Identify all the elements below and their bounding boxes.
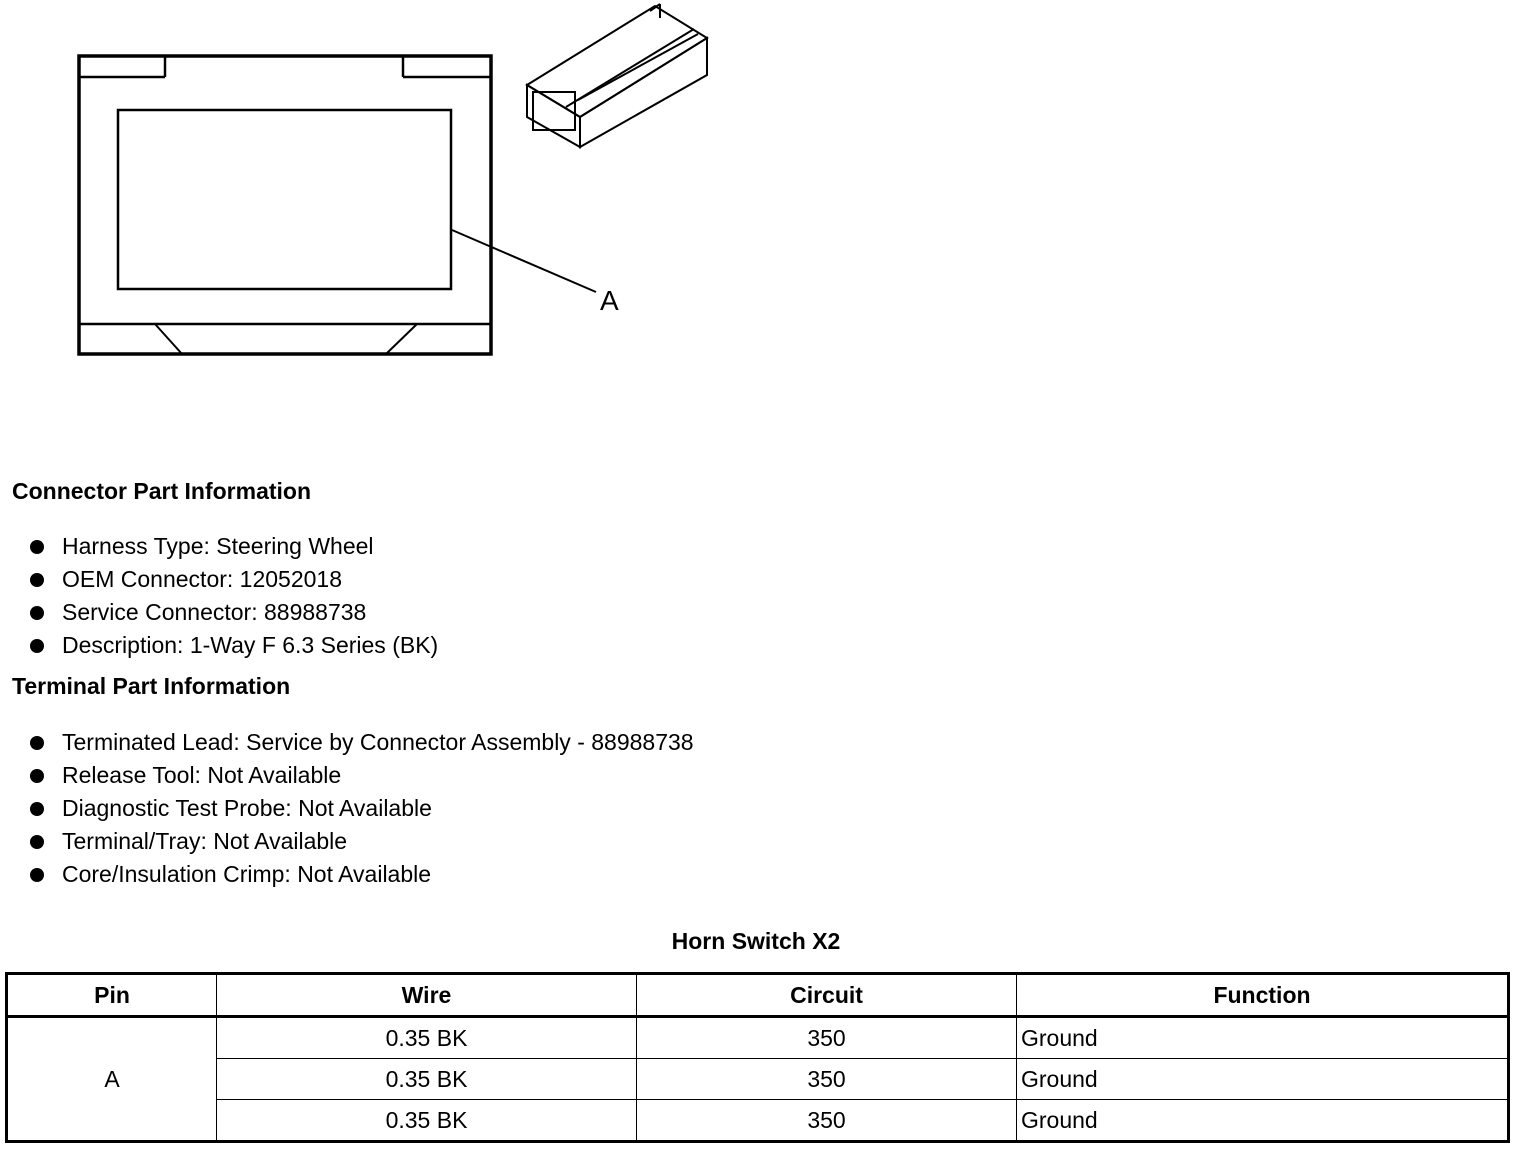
bullet-icon [30, 769, 44, 783]
list-item: Release Tool: Not Available [28, 759, 694, 792]
pin-table [5, 972, 1510, 1143]
terminal-cavity-a [118, 110, 451, 289]
list-item: Core/Insulation Crimp: Not Available [28, 858, 694, 891]
wire-cell: 0.35 BK [217, 1059, 637, 1100]
bullet-icon [30, 540, 44, 554]
list-item: Service Connector: 88988738 [28, 596, 438, 629]
pin-cell: A [7, 1017, 217, 1142]
column-header-function: Function [1017, 974, 1509, 1017]
connector-3d-view [527, 4, 707, 147]
bullet-icon [30, 802, 44, 816]
wire-cell: 0.35 BK [217, 1100, 637, 1142]
list-item: Description: 1-Way F 6.3 Series (BK) [28, 629, 438, 662]
callout-label-a: A [600, 285, 619, 316]
terminal-part-info-list [28, 726, 694, 891]
function-cell: Ground [1017, 1017, 1509, 1059]
function-cell: Ground [1017, 1100, 1509, 1142]
bullet-icon [30, 835, 44, 849]
circuit-cell: 350 [637, 1059, 1017, 1100]
table-header-row [7, 974, 1509, 1017]
bullet-icon [30, 736, 44, 750]
bullet-icon [30, 868, 44, 882]
table-row [7, 1059, 1509, 1100]
bullet-icon [30, 573, 44, 587]
connector-part-info-list [28, 530, 438, 662]
table-title: Horn Switch X2 [671, 928, 841, 954]
connector-face-outline [79, 56, 491, 354]
connector-diagram [0, 0, 760, 380]
terminal-part-info-heading: Terminal Part Information [12, 673, 291, 699]
circuit-cell: 350 [637, 1017, 1017, 1059]
column-header-pin: Pin [7, 974, 217, 1017]
list-item: Harness Type: Steering Wheel [28, 530, 438, 563]
circuit-cell: 350 [637, 1100, 1017, 1142]
callout-leader-line [452, 230, 596, 292]
list-item: Terminal/Tray: Not Available [28, 825, 694, 858]
bullet-icon [30, 639, 44, 653]
wire-cell: 0.35 BK [217, 1017, 637, 1059]
bullet-icon [30, 606, 44, 620]
table-row [7, 1100, 1509, 1142]
table-row [7, 1017, 1509, 1059]
column-header-wire: Wire [217, 974, 637, 1017]
list-item: Terminated Lead: Service by Connector Assembly - 88988738 [28, 726, 694, 759]
connector-part-info-heading: Connector Part Information [12, 478, 312, 504]
list-item: Diagnostic Test Probe: Not Available [28, 792, 694, 825]
column-header-circuit: Circuit [637, 974, 1017, 1017]
function-cell: Ground [1017, 1059, 1509, 1100]
list-item: OEM Connector: 12052018 [28, 563, 438, 596]
